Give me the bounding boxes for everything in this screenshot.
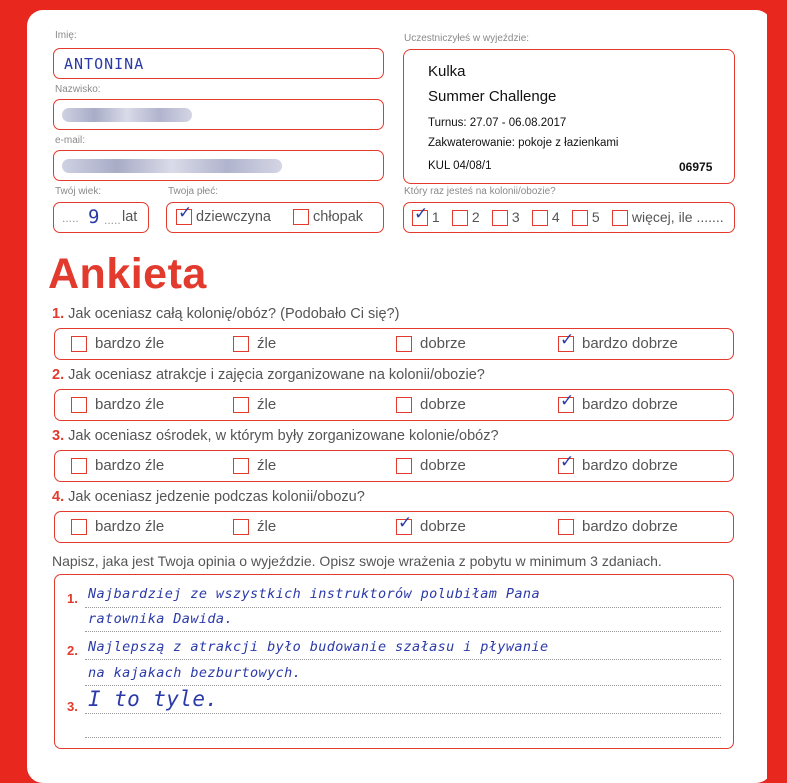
check-mark-icon: ✓ (178, 203, 193, 224)
times-checkbox-more[interactable] (612, 210, 628, 226)
answer-row-1 (54, 328, 734, 360)
times-option-2-text: 2 (471, 209, 480, 225)
answer-checkbox[interactable] (558, 330, 575, 352)
opinion-prompt: Napisz, jaka jest Twoja opinia o wyjeździe. Opisz swoje wrażenia z pobytu w minimum 3 zdaniach. (52, 553, 662, 569)
times-option-1[interactable] (412, 204, 440, 226)
gender-male-text: chłopak (313, 209, 364, 225)
answer-checkbox[interactable] (396, 458, 412, 474)
times-option-4-text: 4 (551, 209, 560, 225)
answer-option[interactable] (233, 335, 276, 352)
answer-option[interactable] (71, 335, 164, 352)
trip-accommodation: Zakwaterowanie: pokoje z łazienkami (428, 137, 619, 149)
page-edge (767, 0, 787, 783)
times-checkbox-1[interactable] (412, 204, 429, 226)
male-checkbox[interactable] (293, 209, 309, 225)
ruled-line (85, 607, 721, 608)
trip-label: Uczestniczyłeś w wyjeździe: (404, 33, 530, 44)
question-3 (52, 428, 499, 444)
opinion-line-2b: na kajakach bezburtowych. (88, 665, 302, 681)
answer-checkbox[interactable] (233, 397, 249, 413)
ruled-line (85, 685, 721, 686)
times-checkbox-5[interactable] (572, 210, 588, 226)
check-mark-icon: ✓ (560, 391, 575, 412)
answer-row-4 (54, 511, 734, 543)
answer-label: bardzo dobrze (582, 396, 678, 413)
answer-option[interactable] (558, 518, 678, 535)
answer-label: bardzo dobrze (582, 335, 678, 352)
question-text: Jak oceniasz jedzenie podczas kolonii/obozu? (68, 489, 365, 505)
survey-title: Ankieta (48, 250, 207, 298)
answer-label: dobrze (420, 518, 466, 535)
answer-checkbox[interactable] (71, 397, 87, 413)
answer-row-2 (54, 389, 734, 421)
line-number-1: 1. (67, 591, 78, 606)
trip-line1: Kulka (428, 63, 466, 80)
answer-option[interactable] (396, 396, 466, 413)
answer-label: bardzo dobrze (582, 457, 678, 474)
answer-checkbox[interactable] (71, 458, 87, 474)
times-checkbox-3[interactable] (492, 210, 508, 226)
age-dots: ..... (62, 211, 79, 225)
trip-turnus: Turnus: 27.07 - 06.08.2017 (428, 117, 567, 129)
answer-checkbox[interactable] (396, 336, 412, 352)
answer-label: źle (257, 335, 277, 352)
name-label: Imię: (55, 30, 77, 41)
question-number: 3. (52, 428, 65, 444)
answer-checkbox[interactable] (233, 519, 249, 535)
times-option-3-text: 3 (511, 209, 520, 225)
age-label: Twój wiek: (55, 186, 102, 197)
line-number-3: 3. (67, 699, 78, 714)
answer-option[interactable] (233, 457, 276, 474)
answer-option[interactable] (558, 452, 678, 474)
redacted-surname (62, 108, 192, 122)
answer-option[interactable] (558, 330, 678, 352)
age-dots-2: ..... (104, 213, 121, 227)
answer-option[interactable] (71, 518, 164, 535)
name-field[interactable] (53, 48, 384, 79)
check-mark-icon: ✓ (560, 452, 575, 473)
question-text: Jak oceniasz atrakcje i zajęcia zorganizowane na kolonii/obozie? (68, 367, 485, 383)
question-number: 1. (52, 306, 65, 322)
answer-checkbox[interactable] (233, 458, 249, 474)
answer-label: bardzo źle (95, 518, 165, 535)
times-option-3[interactable] (492, 209, 520, 226)
opinion-line-1b: ratownika Dawida. (88, 611, 233, 627)
times-checkbox-4[interactable] (532, 210, 548, 226)
surname-label: Nazwisko: (55, 84, 101, 95)
ruled-line (85, 631, 721, 632)
age-unit: lat (122, 209, 138, 225)
ruled-line (85, 737, 721, 738)
answer-option[interactable] (396, 457, 466, 474)
answer-checkbox[interactable] (71, 336, 87, 352)
answer-option[interactable] (233, 396, 276, 413)
answer-option[interactable] (558, 391, 678, 413)
answer-label: źle (257, 518, 277, 535)
email-field[interactable] (53, 150, 384, 181)
question-number: 4. (52, 489, 65, 505)
times-checkbox-2[interactable] (452, 210, 468, 226)
times-option-4[interactable] (532, 209, 560, 226)
opinion-line-1a: Najbardziej ze wszystkich instruktorów polubiłam Pana (88, 586, 540, 602)
times-option-1-text: 1 (431, 209, 440, 225)
question-1 (52, 306, 399, 322)
answer-checkbox[interactable] (396, 513, 413, 535)
gender-field (166, 202, 384, 233)
question-number: 2. (52, 367, 65, 383)
gender-label: Twoja płeć: (168, 186, 219, 197)
answer-label: dobrze (420, 457, 466, 474)
answer-checkbox[interactable] (71, 519, 87, 535)
answer-checkbox[interactable] (558, 391, 575, 413)
answer-label: źle (257, 457, 277, 474)
gender-female-option[interactable] (176, 203, 271, 225)
trip-number: 06975 (679, 160, 713, 174)
question-text: Jak oceniasz ośrodek, w którym były zorganizowane kolonie/obóz? (68, 428, 499, 444)
answer-label: dobrze (420, 335, 466, 352)
question-2 (52, 367, 485, 383)
gender-male-option[interactable] (293, 209, 363, 225)
answer-row-3 (54, 450, 734, 482)
age-value: 9 (88, 206, 100, 228)
times-option-5[interactable] (572, 209, 600, 226)
trip-line2: Summer Challenge (428, 88, 557, 105)
answer-checkbox[interactable] (233, 336, 249, 352)
opinion-line-3: I to tyle. (88, 687, 219, 711)
line-number-2: 2. (67, 643, 78, 658)
check-mark-icon: ✓ (398, 513, 413, 534)
answer-checkbox[interactable] (558, 519, 574, 535)
opinion-line-2a: Najlepszą z atrakcji było budowanie szałasu i pływanie (88, 639, 549, 655)
answer-label: bardzo źle (95, 457, 165, 474)
redacted-email (62, 159, 282, 173)
times-option-5-text: 5 (591, 209, 600, 225)
email-label: e-mail: (55, 135, 86, 146)
times-more-text: więcej, ile ....... (631, 209, 724, 225)
times-label: Który raz jesteś na kolonii/obozie? (404, 186, 556, 197)
ruled-line (85, 659, 721, 660)
answer-label: bardzo źle (95, 335, 165, 352)
answer-option[interactable] (396, 335, 466, 352)
answer-label: dobrze (420, 396, 466, 413)
opinion-box[interactable] (54, 574, 734, 749)
answer-label: bardzo źle (95, 396, 165, 413)
times-option-2[interactable] (452, 209, 480, 226)
answer-checkbox[interactable] (558, 452, 575, 474)
answer-option[interactable] (71, 457, 164, 474)
answer-option[interactable] (71, 396, 164, 413)
check-mark-icon: ✓ (560, 330, 575, 351)
times-field (403, 202, 735, 233)
check-mark-icon: ✓ (414, 204, 429, 225)
surname-field[interactable] (53, 99, 384, 130)
age-field[interactable] (53, 202, 149, 233)
answer-option[interactable] (396, 513, 466, 535)
trip-code: KUL 04/08/1 (428, 160, 492, 172)
answer-option[interactable] (233, 518, 276, 535)
answer-label: bardzo dobrze (582, 518, 678, 535)
trip-ticket (403, 49, 735, 184)
question-4 (52, 489, 365, 505)
question-text: Jak oceniasz całą kolonię/obóz? (Podobało Ci się?) (68, 306, 400, 322)
ruled-line (85, 713, 721, 714)
times-option-more[interactable] (612, 209, 724, 226)
answer-checkbox[interactable] (396, 397, 412, 413)
gender-female-text: dziewczyna (196, 209, 271, 225)
name-value: ANTONINA (64, 55, 145, 73)
female-checkbox[interactable] (176, 203, 193, 225)
answer-label: źle (257, 396, 277, 413)
